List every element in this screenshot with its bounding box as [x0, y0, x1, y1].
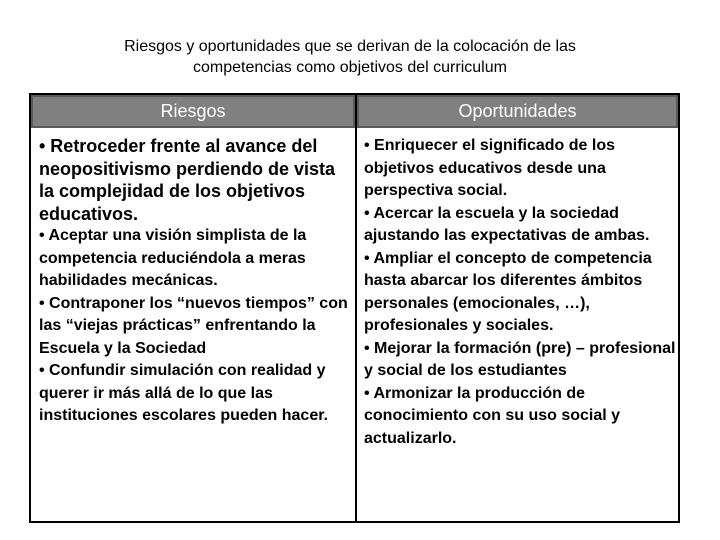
header-riesgos: Riesgos	[31, 95, 355, 128]
riesgos-column	[39, 135, 351, 428]
header-oportunidades: Oportunidades	[357, 95, 678, 128]
riesgo-item: • Aceptar una visión simplista de la competencia reduciéndola a meras habilidades mecánicas.	[39, 227, 307, 289]
oportunidad-item: • Enriquecer el significado de los objetivos educativos desde una perspectiva social.	[364, 137, 615, 199]
oportunidades-column	[364, 135, 676, 450]
oportunidad-item: • Ampliar el concepto de competencia hasta abarcar los diferentes ámbitos personales (emocionales, …), profesionales y sociales.	[364, 249, 652, 334]
title-line-1: Riesgos y oportunidades que se derivan de la colocación de las	[124, 38, 576, 55]
slide-title	[60, 36, 640, 78]
riesgo-item: • Confundir simulación con realidad y querer ir más allá de lo que las instituciones escolares pueden hacer.	[39, 362, 328, 424]
comparison-table	[29, 93, 680, 523]
column-divider	[355, 95, 357, 521]
oportunidad-item: • Armonizar la producción de conocimiento con su uso social y actualizarlo.	[364, 384, 621, 447]
riesgo-item: • Retroceder frente al avance del neopositivismo perdiendo de vista la complejidad de los objetivos educativos.	[39, 136, 336, 224]
oportunidad-item: • Acercar la escuela y la sociedad ajustando las expectativas de ambas.	[364, 204, 650, 244]
title-line-2: competencias como objetivos del curriculum	[193, 59, 507, 76]
riesgo-item: • Contraponer los “nuevos tiempos” con las “viejas prácticas” enfrentando la Escuela y la Sociedad	[39, 294, 348, 357]
oportunidad-item: • Mejorar la formación (pre) – profesional y social de los estudiantes	[364, 339, 676, 379]
